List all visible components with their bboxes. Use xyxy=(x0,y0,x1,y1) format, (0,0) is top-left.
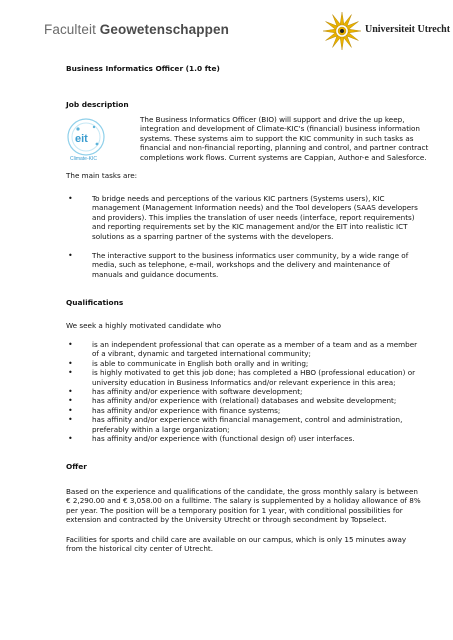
bullet-icon: • xyxy=(68,415,73,425)
text-line: has affinity and/or experience with (relational) databases and website development; xyxy=(92,396,397,406)
text-line: The main tasks are: xyxy=(66,171,138,180)
bullet-icon: • xyxy=(68,405,73,415)
text-line: is highly motivated to get this job done; has completed a HBO (professional education) or xyxy=(92,368,416,378)
list-item xyxy=(66,194,426,241)
eit-climate-kic-logo xyxy=(66,117,110,163)
offer-heading: Offer xyxy=(66,462,87,471)
text-line: Facilities for sports and child care are available on our campus, which is only 15 minutes away xyxy=(66,535,407,544)
text-line: completions work flows. Current systems are Cappian, Author-e and Salesforce. xyxy=(140,152,427,162)
text-line: The interactive support to the business informatics user community, by a wide range of xyxy=(92,251,409,260)
text-line: has affinity and/or experience with software development; xyxy=(92,387,303,397)
svg-text:Climate-KIC: Climate-KIC xyxy=(70,156,97,162)
qualifications-heading: Qualifications xyxy=(66,298,124,307)
bullet-icon: • xyxy=(68,396,73,406)
offer-paragraph-2 xyxy=(66,535,407,554)
qualifications-intro xyxy=(66,321,404,330)
tasks-intro xyxy=(66,171,404,180)
job-title: Business Informatics Officer (1.0 fte) xyxy=(66,64,220,73)
list-item xyxy=(66,368,426,387)
text-line: preferably within a large organization; xyxy=(92,424,230,434)
bullet-icon: • xyxy=(68,434,73,444)
bullet-icon: • xyxy=(68,358,73,368)
job-description-heading: Job description xyxy=(66,100,129,109)
text-line: and reporting requirements set by the KIC management and/or the EIT into realistic ICT xyxy=(92,222,408,232)
text-line: per year. The position will be a temporary position for 1 year, with conditional possibilities for xyxy=(66,505,403,515)
text-line: integration and development of Climate-KIC's (financial) business information xyxy=(140,124,420,134)
text-line: has affinity and/or experience with financial management, control and administration, xyxy=(92,415,403,425)
text-line: has affinity and/or experience with (functional design of) user interfaces. xyxy=(92,434,355,444)
text-line: financial and non-financial reporting, planning and control, and partner contract xyxy=(140,143,429,153)
qualifications-list xyxy=(66,340,426,443)
bullet-icon: • xyxy=(68,387,73,397)
text-line: To bridge needs and perceptions of the various KIC partners (Systems users), KIC xyxy=(92,194,385,203)
text-line: solutions as a sparring partner of the systems with the developers. xyxy=(92,231,334,241)
text-line: systems. These systems aim to support the KIC community in such tasks as xyxy=(140,133,414,143)
text-line: is able to communicate in English both orally and in writing; xyxy=(92,358,309,368)
tasks-list xyxy=(66,194,426,241)
page-header xyxy=(0,0,453,62)
text-line: university education in Business Informatics and/or relevant experience in this area; xyxy=(92,377,396,387)
list-item xyxy=(66,415,426,434)
text-line: media, such as telephone, e-mail, workshops and the delivery and maintenance of xyxy=(92,260,391,270)
list-item xyxy=(66,251,426,279)
list-item xyxy=(66,406,426,415)
list-item xyxy=(66,396,426,405)
list-item xyxy=(66,434,426,443)
bullet-icon: • xyxy=(68,368,73,378)
faculty-name: Geowetenschappen xyxy=(99,22,229,37)
text-line: is an independent professional that can operate as a member of a team and as a member xyxy=(92,340,418,349)
list-item xyxy=(66,340,426,359)
tasks-list-2 xyxy=(66,251,426,279)
text-line: has affinity and/or experience with finance systems; xyxy=(92,405,281,415)
svg-text:eit: eit xyxy=(75,133,88,145)
text-line: € 2,290.00 and € 3,058.00 on a fulltime. The salary is supplemented by a holiday allowance of 8% xyxy=(66,496,421,506)
text-line: extension and contracted by the University Utrecht or through secondment by Topselect. xyxy=(66,515,387,525)
text-line: from the historical city center of Utrecht. xyxy=(66,544,214,554)
bullet-icon: • xyxy=(68,251,73,260)
list-item xyxy=(66,387,426,396)
offer-paragraph-1 xyxy=(66,487,421,525)
faculty-logo-text xyxy=(44,22,229,37)
text-line: Based on the experience and qualifications of the candidate, the gross monthly salary is between xyxy=(66,487,418,496)
faculty-prefix: Faculteit xyxy=(44,22,100,37)
text-line: management (Management Information needs) and the Tool developers (SAAS developers xyxy=(92,203,418,213)
job-description-text xyxy=(140,115,428,162)
text-line: The Business Informatics Officer (BIO) will support and drive the up keep, xyxy=(140,115,405,124)
text-line: of a vibrant, dynamic and targeted international community; xyxy=(92,349,311,359)
university-name: Universiteit Utrecht xyxy=(365,24,451,35)
bullet-icon: • xyxy=(68,340,73,349)
university-seal-icon xyxy=(321,10,363,52)
bullet-icon: • xyxy=(68,194,73,203)
text-line: manuals and guidance documents. xyxy=(92,269,219,279)
text-line: We seek a highly motivated candidate who xyxy=(66,321,222,330)
list-item xyxy=(66,359,426,368)
text-line: and providers). This implies the translation of user needs (interface, report requirements) xyxy=(92,212,415,222)
